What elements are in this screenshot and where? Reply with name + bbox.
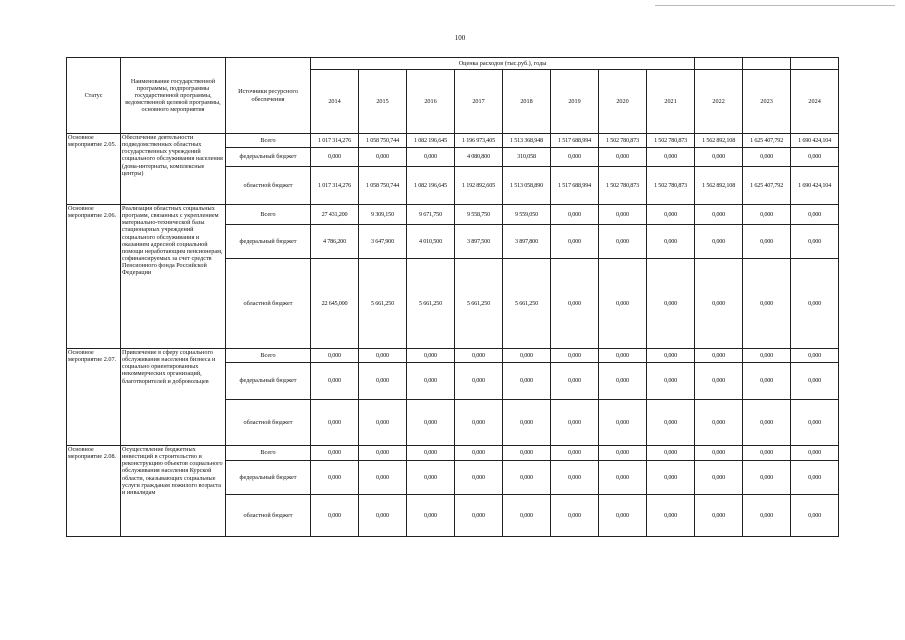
value-cell-2021: 0,000 xyxy=(647,148,695,167)
value-cell-2019: 0,000 xyxy=(551,148,599,167)
value-cell-2015: 0,000 xyxy=(359,461,407,495)
measure-name-cell: Обеспечение деятельности подведомственных областных государственных учреждений социального обслуживания населения (дома-интернаты, комплексные центры) xyxy=(121,134,226,205)
status-cell: Основное мероприятие 2.06. xyxy=(67,205,121,349)
value-cell-2017: 9 558,750 xyxy=(455,205,503,225)
value-cell-2016: 4 010,500 xyxy=(407,225,455,259)
value-cell-2018: 0,000 xyxy=(503,363,551,400)
value-cell-2014: 0,000 xyxy=(311,461,359,495)
funding-source-cell: федеральный бюджет xyxy=(226,461,311,495)
value-cell-2017: 0,000 xyxy=(455,400,503,446)
year-header-2021: 2021 xyxy=(647,70,695,134)
value-cell-2023: 0,000 xyxy=(743,225,791,259)
value-cell-2016: 0,000 xyxy=(407,363,455,400)
value-cell-2020: 0,000 xyxy=(599,461,647,495)
value-cell-2021: 0,000 xyxy=(647,205,695,225)
value-cell-2016: 0,000 xyxy=(407,400,455,446)
value-cell-2019: 0,000 xyxy=(551,205,599,225)
value-cell-2024: 1 690 424,104 xyxy=(791,167,839,205)
funding-source-cell: федеральный бюджет xyxy=(226,363,311,400)
value-cell-2015: 0,000 xyxy=(359,400,407,446)
value-cell-2018: 3 897,800 xyxy=(503,225,551,259)
value-cell-2015: 0,000 xyxy=(359,349,407,363)
value-cell-2017: 4 080,800 xyxy=(455,148,503,167)
value-cell-2019: 0,000 xyxy=(551,259,599,349)
value-cell-2023: 0,000 xyxy=(743,349,791,363)
value-cell-2014: 0,000 xyxy=(311,446,359,461)
value-cell-2016: 9 671,750 xyxy=(407,205,455,225)
funding-source-cell: Всего xyxy=(226,446,311,461)
value-cell-2020: 1 502 780,873 xyxy=(599,134,647,148)
value-cell-2014: 27 431,200 xyxy=(311,205,359,225)
value-cell-2024: 0,000 xyxy=(791,446,839,461)
value-cell-2023: 0,000 xyxy=(743,148,791,167)
value-cell-2018: 1 513 368,948 xyxy=(503,134,551,148)
value-cell-2017: 1 192 892,605 xyxy=(455,167,503,205)
value-cell-2020: 0,000 xyxy=(599,259,647,349)
year-header-2020: 2020 xyxy=(599,70,647,134)
header-blank-2023 xyxy=(743,58,791,70)
status-cell: Основное мероприятие 2.08. xyxy=(67,446,121,537)
value-cell-2019: 0,000 xyxy=(551,225,599,259)
value-cell-2018: 0,000 xyxy=(503,446,551,461)
measure-name-cell: Осуществление бюджетных инвестиций в строительство и реконструкцию объектов социального обслуживания населения Курской области, оказывающих социальные услуги гражданам пожилого возраста и инвалидам xyxy=(121,446,226,537)
page-number: 100 xyxy=(454,34,466,42)
value-cell-2024: 0,000 xyxy=(791,148,839,167)
value-cell-2015: 1 058 750,744 xyxy=(359,167,407,205)
value-cell-2020: 0,000 xyxy=(599,495,647,537)
value-cell-2021: 0,000 xyxy=(647,495,695,537)
value-cell-2014: 1 017 314,276 xyxy=(311,134,359,148)
table-row xyxy=(67,446,839,461)
value-cell-2022: 0,000 xyxy=(695,363,743,400)
value-cell-2018: 0,000 xyxy=(503,461,551,495)
table-row xyxy=(67,349,839,363)
value-cell-2014: 4 786,200 xyxy=(311,225,359,259)
year-header-2019: 2019 xyxy=(551,70,599,134)
value-cell-2024: 0,000 xyxy=(791,259,839,349)
value-cell-2015: 0,000 xyxy=(359,148,407,167)
value-cell-2021: 0,000 xyxy=(647,259,695,349)
year-header-2017: 2017 xyxy=(455,70,503,134)
value-cell-2018: 5 661,250 xyxy=(503,259,551,349)
value-cell-2022: 0,000 xyxy=(695,205,743,225)
value-cell-2016: 1 082 196,645 xyxy=(407,134,455,148)
year-header-2018: 2018 xyxy=(503,70,551,134)
value-cell-2023: 0,000 xyxy=(743,495,791,537)
value-cell-2022: 1 562 892,108 xyxy=(695,167,743,205)
value-cell-2019: 0,000 xyxy=(551,363,599,400)
value-cell-2014: 1 017 314,276 xyxy=(311,167,359,205)
value-cell-2017: 0,000 xyxy=(455,349,503,363)
value-cell-2020: 0,000 xyxy=(599,205,647,225)
value-cell-2015: 3 647,900 xyxy=(359,225,407,259)
value-cell-2023: 0,000 xyxy=(743,446,791,461)
year-header-2024: 2024 xyxy=(791,70,839,134)
value-cell-2014: 0,000 xyxy=(311,349,359,363)
header-estimate: Оценка расходов (тыс.руб.), годы xyxy=(311,58,695,70)
year-header-2014: 2014 xyxy=(311,70,359,134)
value-cell-2014: 0,000 xyxy=(311,400,359,446)
value-cell-2017: 0,000 xyxy=(455,495,503,537)
value-cell-2017: 0,000 xyxy=(455,446,503,461)
value-cell-2017: 1 196 973,405 xyxy=(455,134,503,148)
value-cell-2020: 0,000 xyxy=(599,349,647,363)
value-cell-2018: 0,000 xyxy=(503,495,551,537)
value-cell-2024: 0,000 xyxy=(791,225,839,259)
value-cell-2014: 0,000 xyxy=(311,495,359,537)
value-cell-2019: 0,000 xyxy=(551,446,599,461)
value-cell-2020: 0,000 xyxy=(599,225,647,259)
value-cell-2022: 0,000 xyxy=(695,225,743,259)
value-cell-2024: 0,000 xyxy=(791,461,839,495)
funding-source-cell: федеральный бюджет xyxy=(226,225,311,259)
value-cell-2023: 0,000 xyxy=(743,259,791,349)
value-cell-2022: 0,000 xyxy=(695,259,743,349)
value-cell-2018: 1 513 058,890 xyxy=(503,167,551,205)
value-cell-2017: 0,000 xyxy=(455,461,503,495)
value-cell-2015: 5 661,250 xyxy=(359,259,407,349)
funding-source-cell: Всего xyxy=(226,205,311,225)
value-cell-2017: 3 897,500 xyxy=(455,225,503,259)
header-blank-2024 xyxy=(791,58,839,70)
budget-table xyxy=(66,57,839,537)
table-row xyxy=(67,205,839,225)
measure-name-cell: Реализация областных социальных программ, связанных с укреплением материально-технической базы стационарных учреждений социального обслуживания и оказанием адресной социальной помощи неработающим пенсионерам, софинансируемых за счет средств Пенсионного фонда Российской Федерации xyxy=(121,205,226,349)
value-cell-2016: 0,000 xyxy=(407,446,455,461)
value-cell-2016: 1 082 196,645 xyxy=(407,167,455,205)
funding-source-cell: федеральный бюджет xyxy=(226,148,311,167)
value-cell-2023: 0,000 xyxy=(743,363,791,400)
value-cell-2022: 1 562 892,108 xyxy=(695,134,743,148)
value-cell-2024: 0,000 xyxy=(791,363,839,400)
value-cell-2023: 1 625 407,792 xyxy=(743,167,791,205)
value-cell-2018: 0,000 xyxy=(503,400,551,446)
year-header-2023: 2023 xyxy=(743,70,791,134)
status-cell: Основное мероприятие 2.07. xyxy=(67,349,121,446)
value-cell-2021: 0,000 xyxy=(647,400,695,446)
value-cell-2023: 0,000 xyxy=(743,400,791,446)
value-cell-2016: 0,000 xyxy=(407,461,455,495)
value-cell-2024: 1 690 424,104 xyxy=(791,134,839,148)
year-header-2015: 2015 xyxy=(359,70,407,134)
value-cell-2015: 0,000 xyxy=(359,446,407,461)
value-cell-2022: 0,000 xyxy=(695,400,743,446)
header-blank-2022 xyxy=(695,58,743,70)
value-cell-2016: 0,000 xyxy=(407,148,455,167)
funding-source-cell: областной бюджет xyxy=(226,167,311,205)
value-cell-2018: 0,000 xyxy=(503,349,551,363)
funding-source-cell: областной бюджет xyxy=(226,495,311,537)
value-cell-2016: 0,000 xyxy=(407,495,455,537)
value-cell-2018: 310,058 xyxy=(503,148,551,167)
header-status: Статус xyxy=(67,58,121,134)
value-cell-2014: 0,000 xyxy=(311,363,359,400)
value-cell-2020: 1 502 780,873 xyxy=(599,167,647,205)
value-cell-2019: 1 517 688,994 xyxy=(551,167,599,205)
value-cell-2016: 5 661,250 xyxy=(407,259,455,349)
status-cell: Основное мероприятие 2.05. xyxy=(67,134,121,205)
value-cell-2024: 0,000 xyxy=(791,205,839,225)
value-cell-2015: 0,000 xyxy=(359,495,407,537)
value-cell-2021: 0,000 xyxy=(647,363,695,400)
value-cell-2022: 0,000 xyxy=(695,461,743,495)
value-cell-2014: 22 645,000 xyxy=(311,259,359,349)
value-cell-2014: 0,000 xyxy=(311,148,359,167)
value-cell-2021: 0,000 xyxy=(647,225,695,259)
value-cell-2019: 0,000 xyxy=(551,461,599,495)
header-name: Наименование государственной программы, подпрограммы государственной программы, ведомственной целевой программы, основного мероприятия xyxy=(121,58,226,134)
value-cell-2021: 1 502 780,873 xyxy=(647,134,695,148)
value-cell-2019: 0,000 xyxy=(551,349,599,363)
top-rule xyxy=(655,5,895,6)
value-cell-2021: 1 502 780,873 xyxy=(647,167,695,205)
funding-source-cell: Всего xyxy=(226,349,311,363)
value-cell-2022: 0,000 xyxy=(695,495,743,537)
value-cell-2019: 0,000 xyxy=(551,495,599,537)
table-row xyxy=(67,134,839,148)
value-cell-2022: 0,000 xyxy=(695,148,743,167)
value-cell-2019: 0,000 xyxy=(551,400,599,446)
value-cell-2015: 1 058 750,744 xyxy=(359,134,407,148)
year-header-2022: 2022 xyxy=(695,70,743,134)
value-cell-2021: 0,000 xyxy=(647,446,695,461)
value-cell-2019: 1 517 688,994 xyxy=(551,134,599,148)
value-cell-2021: 0,000 xyxy=(647,349,695,363)
measure-name-cell: Привлечение в сферу социального обслуживания населения бизнеса и социально ориентированных некоммерческих организаций, благотворителей и добровольцев xyxy=(121,349,226,446)
value-cell-2024: 0,000 xyxy=(791,349,839,363)
value-cell-2022: 0,000 xyxy=(695,446,743,461)
value-cell-2020: 0,000 xyxy=(599,400,647,446)
value-cell-2023: 0,000 xyxy=(743,461,791,495)
value-cell-2020: 0,000 xyxy=(599,148,647,167)
year-header-2016: 2016 xyxy=(407,70,455,134)
value-cell-2022: 0,000 xyxy=(695,349,743,363)
value-cell-2018: 9 559,050 xyxy=(503,205,551,225)
value-cell-2017: 5 661,250 xyxy=(455,259,503,349)
value-cell-2023: 0,000 xyxy=(743,205,791,225)
value-cell-2021: 0,000 xyxy=(647,461,695,495)
header-sources: Источники ресурсного обеспечения xyxy=(226,58,311,134)
funding-source-cell: областной бюджет xyxy=(226,400,311,446)
value-cell-2020: 0,000 xyxy=(599,363,647,400)
value-cell-2016: 0,000 xyxy=(407,349,455,363)
funding-source-cell: областной бюджет xyxy=(226,259,311,349)
funding-source-cell: Всего xyxy=(226,134,311,148)
value-cell-2024: 0,000 xyxy=(791,400,839,446)
value-cell-2015: 9 309,150 xyxy=(359,205,407,225)
value-cell-2024: 0,000 xyxy=(791,495,839,537)
value-cell-2023: 1 625 407,792 xyxy=(743,134,791,148)
value-cell-2020: 0,000 xyxy=(599,446,647,461)
value-cell-2017: 0,000 xyxy=(455,363,503,400)
value-cell-2015: 0,000 xyxy=(359,363,407,400)
